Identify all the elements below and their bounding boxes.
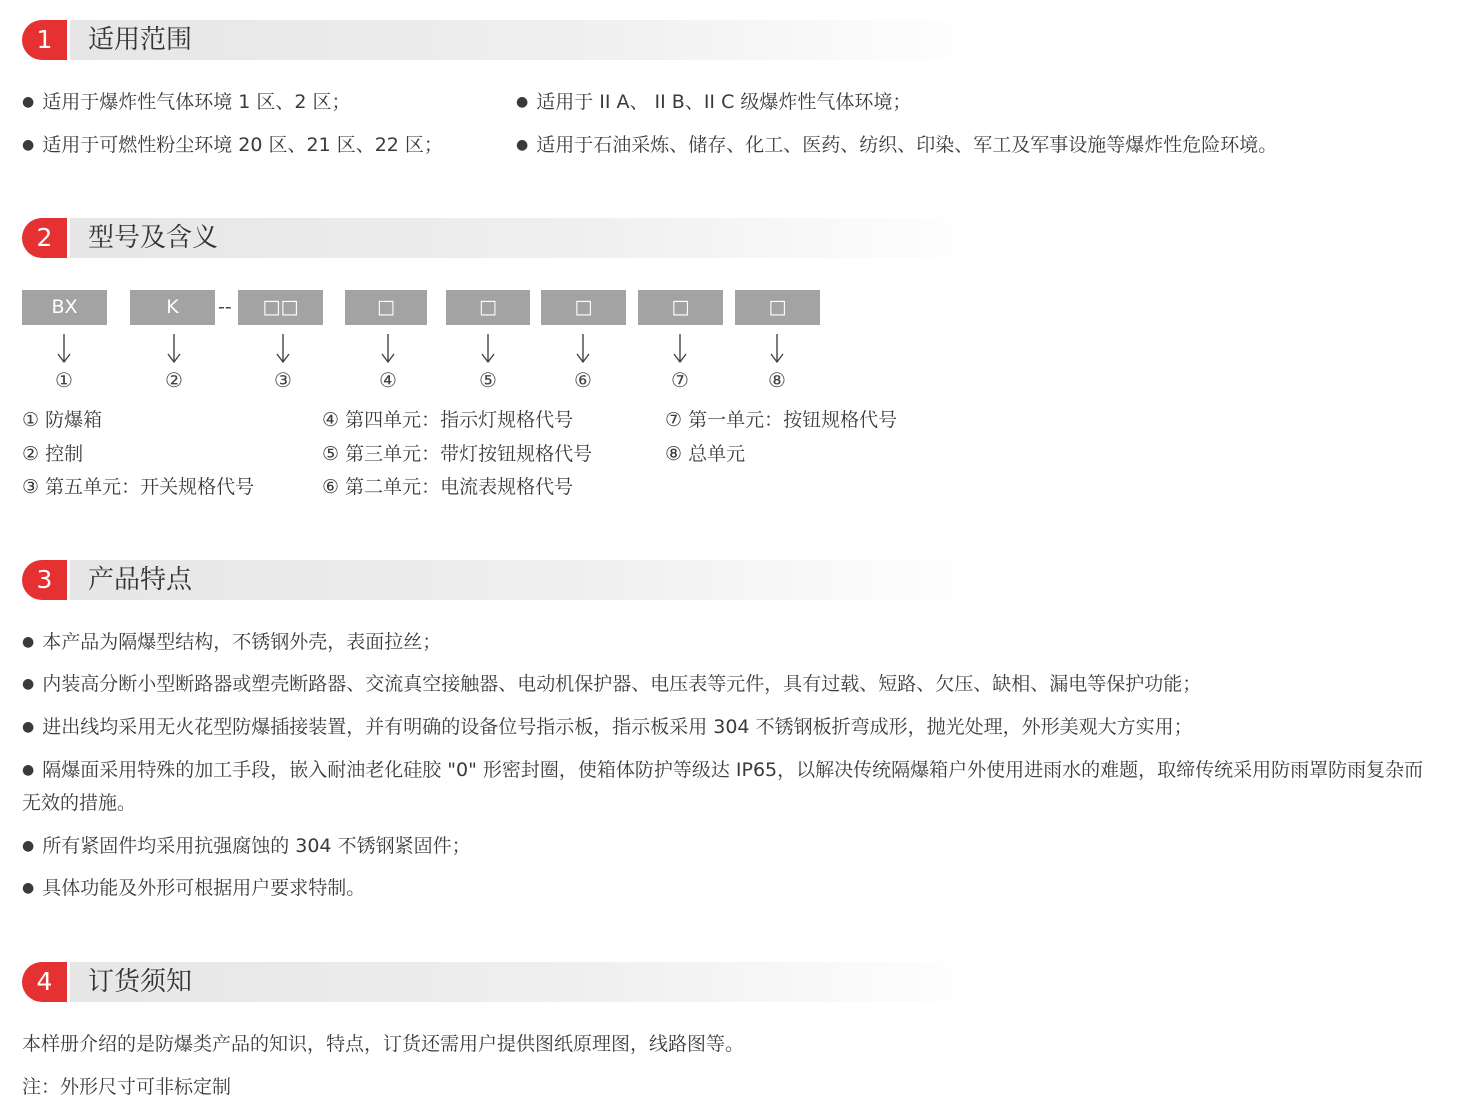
- down-arrow-icon: [575, 334, 591, 364]
- model-marker-6: ⑥: [574, 368, 592, 392]
- down-arrow-icon: [480, 334, 496, 364]
- model-legend-item: ③ 第五单元：开关规格代号: [22, 476, 255, 498]
- down-arrow-icon: [380, 334, 396, 364]
- down-arrow-icon: [166, 334, 182, 364]
- section-number: 1: [22, 20, 67, 60]
- scope-item: ● 适用于石油采炼、储存、化工、医药、纺织、印染、军工及军事设施等爆炸性危险环境。: [516, 133, 1277, 157]
- section-title: 型号及含义: [88, 223, 219, 253]
- model-legend-item: ⑥ 第二单元：电流表规格代号: [322, 476, 574, 498]
- section-number: 3: [22, 560, 67, 600]
- section-title: 订货须知: [88, 967, 193, 997]
- section-bar: [70, 962, 985, 1002]
- down-arrow-icon: [672, 334, 688, 364]
- model-legend-item: ④ 第四单元：指示灯规格代号: [322, 409, 574, 431]
- section-title: 适用范围: [88, 25, 193, 55]
- model-legend-item: ⑧ 总单元: [665, 443, 746, 465]
- model-legend-item: ⑦ 第一单元：按钮规格代号: [665, 409, 898, 431]
- section-number: 4: [22, 962, 67, 1002]
- model-code-box-7: □: [638, 290, 723, 325]
- section-title: 产品特点: [88, 565, 193, 595]
- section-header-1: [0, 20, 1000, 60]
- model-code-box-2: K: [130, 290, 215, 325]
- feature-item: ● 隔爆面采用特殊的加工手段，嵌入耐油老化硅胶 "0" 形密封圈，使箱体防护等级达 IP65，以解决传统隔爆箱户外使用进雨水的难题，取缔传统采用防雨罩防雨复杂而无效的措施。: [22, 754, 1442, 820]
- section-header-4: [0, 962, 1000, 1002]
- model-marker-4: ④: [379, 368, 397, 392]
- down-arrow-icon: [769, 334, 785, 364]
- model-marker-8: ⑧: [768, 368, 786, 392]
- scope-item: ● 适用于可燃性粉尘环境 20 区、21 区、22 区；: [22, 133, 443, 157]
- model-code-box-6: □: [541, 290, 626, 325]
- section-header-2: [0, 218, 1000, 258]
- feature-item: ● 本产品为隔爆型结构，不锈钢外壳，表面拉丝；: [22, 630, 441, 654]
- feature-item: ● 内装高分断小型断路器或塑壳断路器、交流真空接触器、电动机保护器、电压表等元件，具有过载、短路、欠压、缺相、漏电等保护功能；: [22, 672, 1201, 696]
- order-note: 本样册介绍的是防爆类产品的知识，特点，订货还需用户提供图纸原理图，线路图等。: [22, 1033, 745, 1055]
- section-bar: [70, 20, 985, 60]
- model-legend-item: ① 防爆箱: [22, 409, 103, 431]
- model-code-box-5: □: [446, 290, 530, 325]
- model-marker-3: ③: [274, 368, 292, 392]
- model-marker-2: ②: [165, 368, 183, 392]
- model-marker-5: ⑤: [479, 368, 497, 392]
- feature-item: ● 所有紧固件均采用抗强腐蚀的 304 不锈钢紧固件；: [22, 834, 471, 858]
- order-note: 注：外形尺寸可非标定制: [22, 1076, 232, 1098]
- model-code-box-8: □: [735, 290, 820, 325]
- model-code-box-1: BX: [22, 290, 107, 325]
- scope-item: ● 适用于 II A、 II B、II C 级爆炸性气体环境；: [516, 90, 911, 114]
- section-header-3: [0, 560, 1000, 600]
- model-code-box-3: □□: [238, 290, 323, 325]
- feature-item: ● 进出线均采用无火花型防爆插接装置，并有明确的设备位号指示板，指示板采用 304 不锈钢板折弯成形，抛光处理，外形美观大方实用；: [22, 715, 1193, 739]
- feature-item: ● 具体功能及外形可根据用户要求特制。: [22, 876, 365, 900]
- model-dash: --: [218, 296, 232, 318]
- model-legend-item: ⑤ 第三单元：带灯按钮规格代号: [322, 443, 593, 465]
- model-code-box-4: □: [345, 290, 427, 325]
- section-bar: [70, 560, 985, 600]
- model-marker-7: ⑦: [671, 368, 689, 392]
- model-marker-1: ①: [55, 368, 73, 392]
- down-arrow-icon: [56, 334, 72, 364]
- section-number: 2: [22, 218, 67, 258]
- model-legend-item: ② 控制: [22, 443, 84, 465]
- down-arrow-icon: [275, 334, 291, 364]
- scope-item: ● 适用于爆炸性气体环境 1 区、2 区；: [22, 90, 351, 114]
